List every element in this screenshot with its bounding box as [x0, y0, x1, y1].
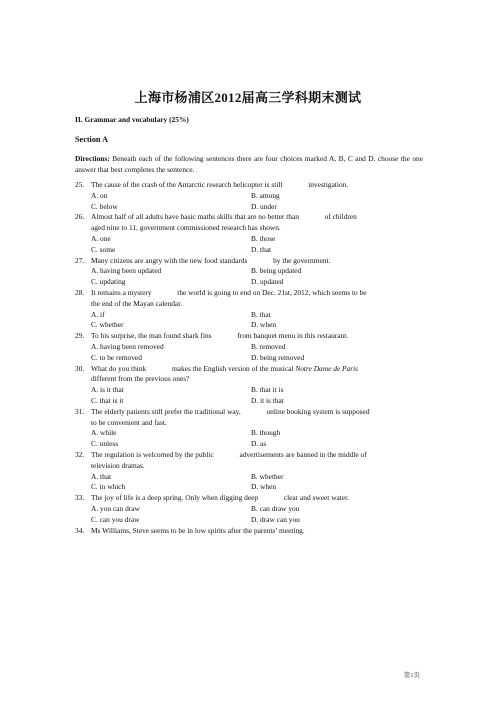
question-stem: To his surprise, the man found shark fins [91, 331, 212, 341]
question-number: 26. [75, 212, 85, 222]
answer-option: B. though [251, 428, 281, 438]
question-number: 33. [75, 493, 85, 503]
question-text [91, 180, 423, 191]
question-stem-continued: by the government. [273, 255, 331, 265]
question-item [75, 180, 423, 212]
option-grid [75, 342, 423, 364]
question-number: 30. [75, 363, 85, 373]
question-stem-continued: advertisements are banned in the middle of [239, 449, 367, 459]
section-subheading: Section A [75, 135, 108, 144]
answer-option: C. can you draw [91, 514, 140, 524]
option-grid [75, 504, 423, 526]
question-number: 31. [75, 406, 85, 416]
answer-option: A. you can draw [91, 503, 140, 513]
question-stem-continued: investigation. [308, 180, 349, 189]
answer-option: D. updated [251, 277, 284, 287]
question-text [91, 493, 423, 504]
answer-option: A. is it that [91, 385, 124, 395]
answer-option: A. while [91, 428, 117, 438]
directions-label: Directions: [75, 154, 110, 163]
directions-paragraph [75, 154, 423, 175]
question-number: 29. [75, 331, 85, 341]
question-item [75, 256, 423, 288]
answer-option: D. being removed [251, 352, 305, 362]
question-number: 27. [75, 255, 85, 265]
question-text [91, 450, 423, 461]
question-stem-continued: clear and sweet water. [283, 493, 350, 503]
question-item [75, 526, 423, 537]
question-item [75, 450, 423, 493]
question-stem: The elderly patients still prefer the traditional way, [91, 406, 241, 416]
answer-option: A. that [91, 471, 112, 481]
italic-title: Notre Dame de Paris [295, 363, 359, 373]
question-stem: Almost half of all adults have basic maths skills that are no better than [91, 212, 299, 222]
answer-option: A. having been updated [91, 266, 162, 276]
question-continuation: aged nine to 11, government commissioned research has shown. [91, 223, 281, 233]
question-text [91, 288, 423, 299]
question-stem-continued: makes the English version of the musical [171, 363, 294, 373]
option-grid [75, 472, 423, 494]
question-item [75, 407, 423, 450]
answer-option: C. in which [91, 482, 126, 492]
answer-option: A. one [91, 233, 111, 243]
answer-option: A. if [91, 309, 105, 319]
answer-option: D. draw can you [251, 514, 300, 524]
option-grid [75, 385, 423, 407]
question-stem: The joy of life is a deep spring. Only when digging deep [91, 493, 259, 503]
question-number: 34. [75, 525, 85, 535]
question-number: 32. [75, 449, 85, 459]
option-grid [75, 191, 423, 213]
answer-option: B. whether [251, 471, 284, 481]
question-continuation: different from the previous ones? [91, 374, 190, 384]
answer-option: B. being updated [251, 266, 302, 276]
answer-option: D. when [251, 320, 277, 330]
answer-option: D. under [251, 201, 277, 211]
question-item [75, 288, 423, 331]
answer-option: D. that [251, 244, 272, 254]
answer-option: D. as [251, 439, 267, 449]
answer-option: B. those [251, 233, 276, 243]
question-item [75, 212, 423, 255]
directions-text: Beneath each of the following sentences there are four choices marked A, B, C and D. choose the one answer that best completes the sentence. [75, 154, 423, 174]
answer-option: C. to be removed [91, 352, 142, 362]
question-stem: It remains a mystery [91, 287, 152, 297]
question-continuation: to be convenient and fast. [91, 417, 167, 427]
page-number: 第1页 [403, 672, 420, 679]
answer-option: C. some [91, 244, 116, 254]
question-text [91, 256, 423, 267]
question-text [91, 526, 423, 537]
answer-option: C. whether [91, 320, 124, 330]
question-text [91, 212, 423, 223]
section-heading: II. Grammar and vocabulary (25%) [75, 115, 189, 124]
option-grid [75, 266, 423, 288]
answer-option: C. unless [91, 439, 119, 449]
question-stem: The regulation is welcomed by the public [91, 449, 214, 459]
option-grid [75, 428, 423, 450]
page-title: 上海市杨浦区2012届高三学科期末测试 [134, 90, 362, 105]
question-stem: Many citizens are angry with the new food standards [91, 255, 248, 265]
answer-option: C. updating [91, 277, 126, 287]
question-stem-continued: online booking system is supposed [266, 406, 370, 416]
question-stem: What do you think [91, 363, 147, 373]
question-continuation: the end of the Mayan calendar. [91, 298, 183, 308]
question-stem: The cause of the crash of the Antarctic research helicopter is still [91, 180, 283, 189]
question-stem: Ms Williams, Steve seems to be in low spirits after the parents’ meeting. [91, 525, 305, 535]
question-list [75, 180, 423, 536]
question-continuation: television dramas. [91, 460, 145, 470]
answer-option: D. it is that [251, 395, 284, 405]
question-number: 28. [75, 287, 85, 297]
question-number: 25. [75, 180, 85, 189]
option-grid [75, 310, 423, 332]
answer-option: C. below [91, 201, 118, 211]
answer-option: B. can draw you [251, 503, 300, 513]
question-stem-continued: from banquet menu in this restaurant. [237, 331, 349, 341]
answer-option: B. that it is [251, 385, 284, 395]
question-text [91, 364, 423, 375]
answer-option: D. when [251, 482, 277, 492]
answer-option: A. on [91, 190, 108, 200]
option-grid [75, 234, 423, 256]
question-item [75, 364, 423, 407]
question-stem-continued: of children [324, 212, 357, 222]
question-text [91, 407, 423, 418]
answer-option: B. that [251, 309, 271, 319]
question-text [91, 331, 423, 342]
answer-option: C. that is it [91, 395, 124, 405]
answer-option: B. removed [251, 341, 286, 351]
question-stem-continued: the world is going to end on Dec. 21st, 2012, which seems to be [177, 287, 367, 297]
answer-option: A. having been removed [91, 341, 164, 351]
answer-option: B. among [251, 190, 280, 200]
question-item [75, 331, 423, 363]
question-item [75, 493, 423, 525]
